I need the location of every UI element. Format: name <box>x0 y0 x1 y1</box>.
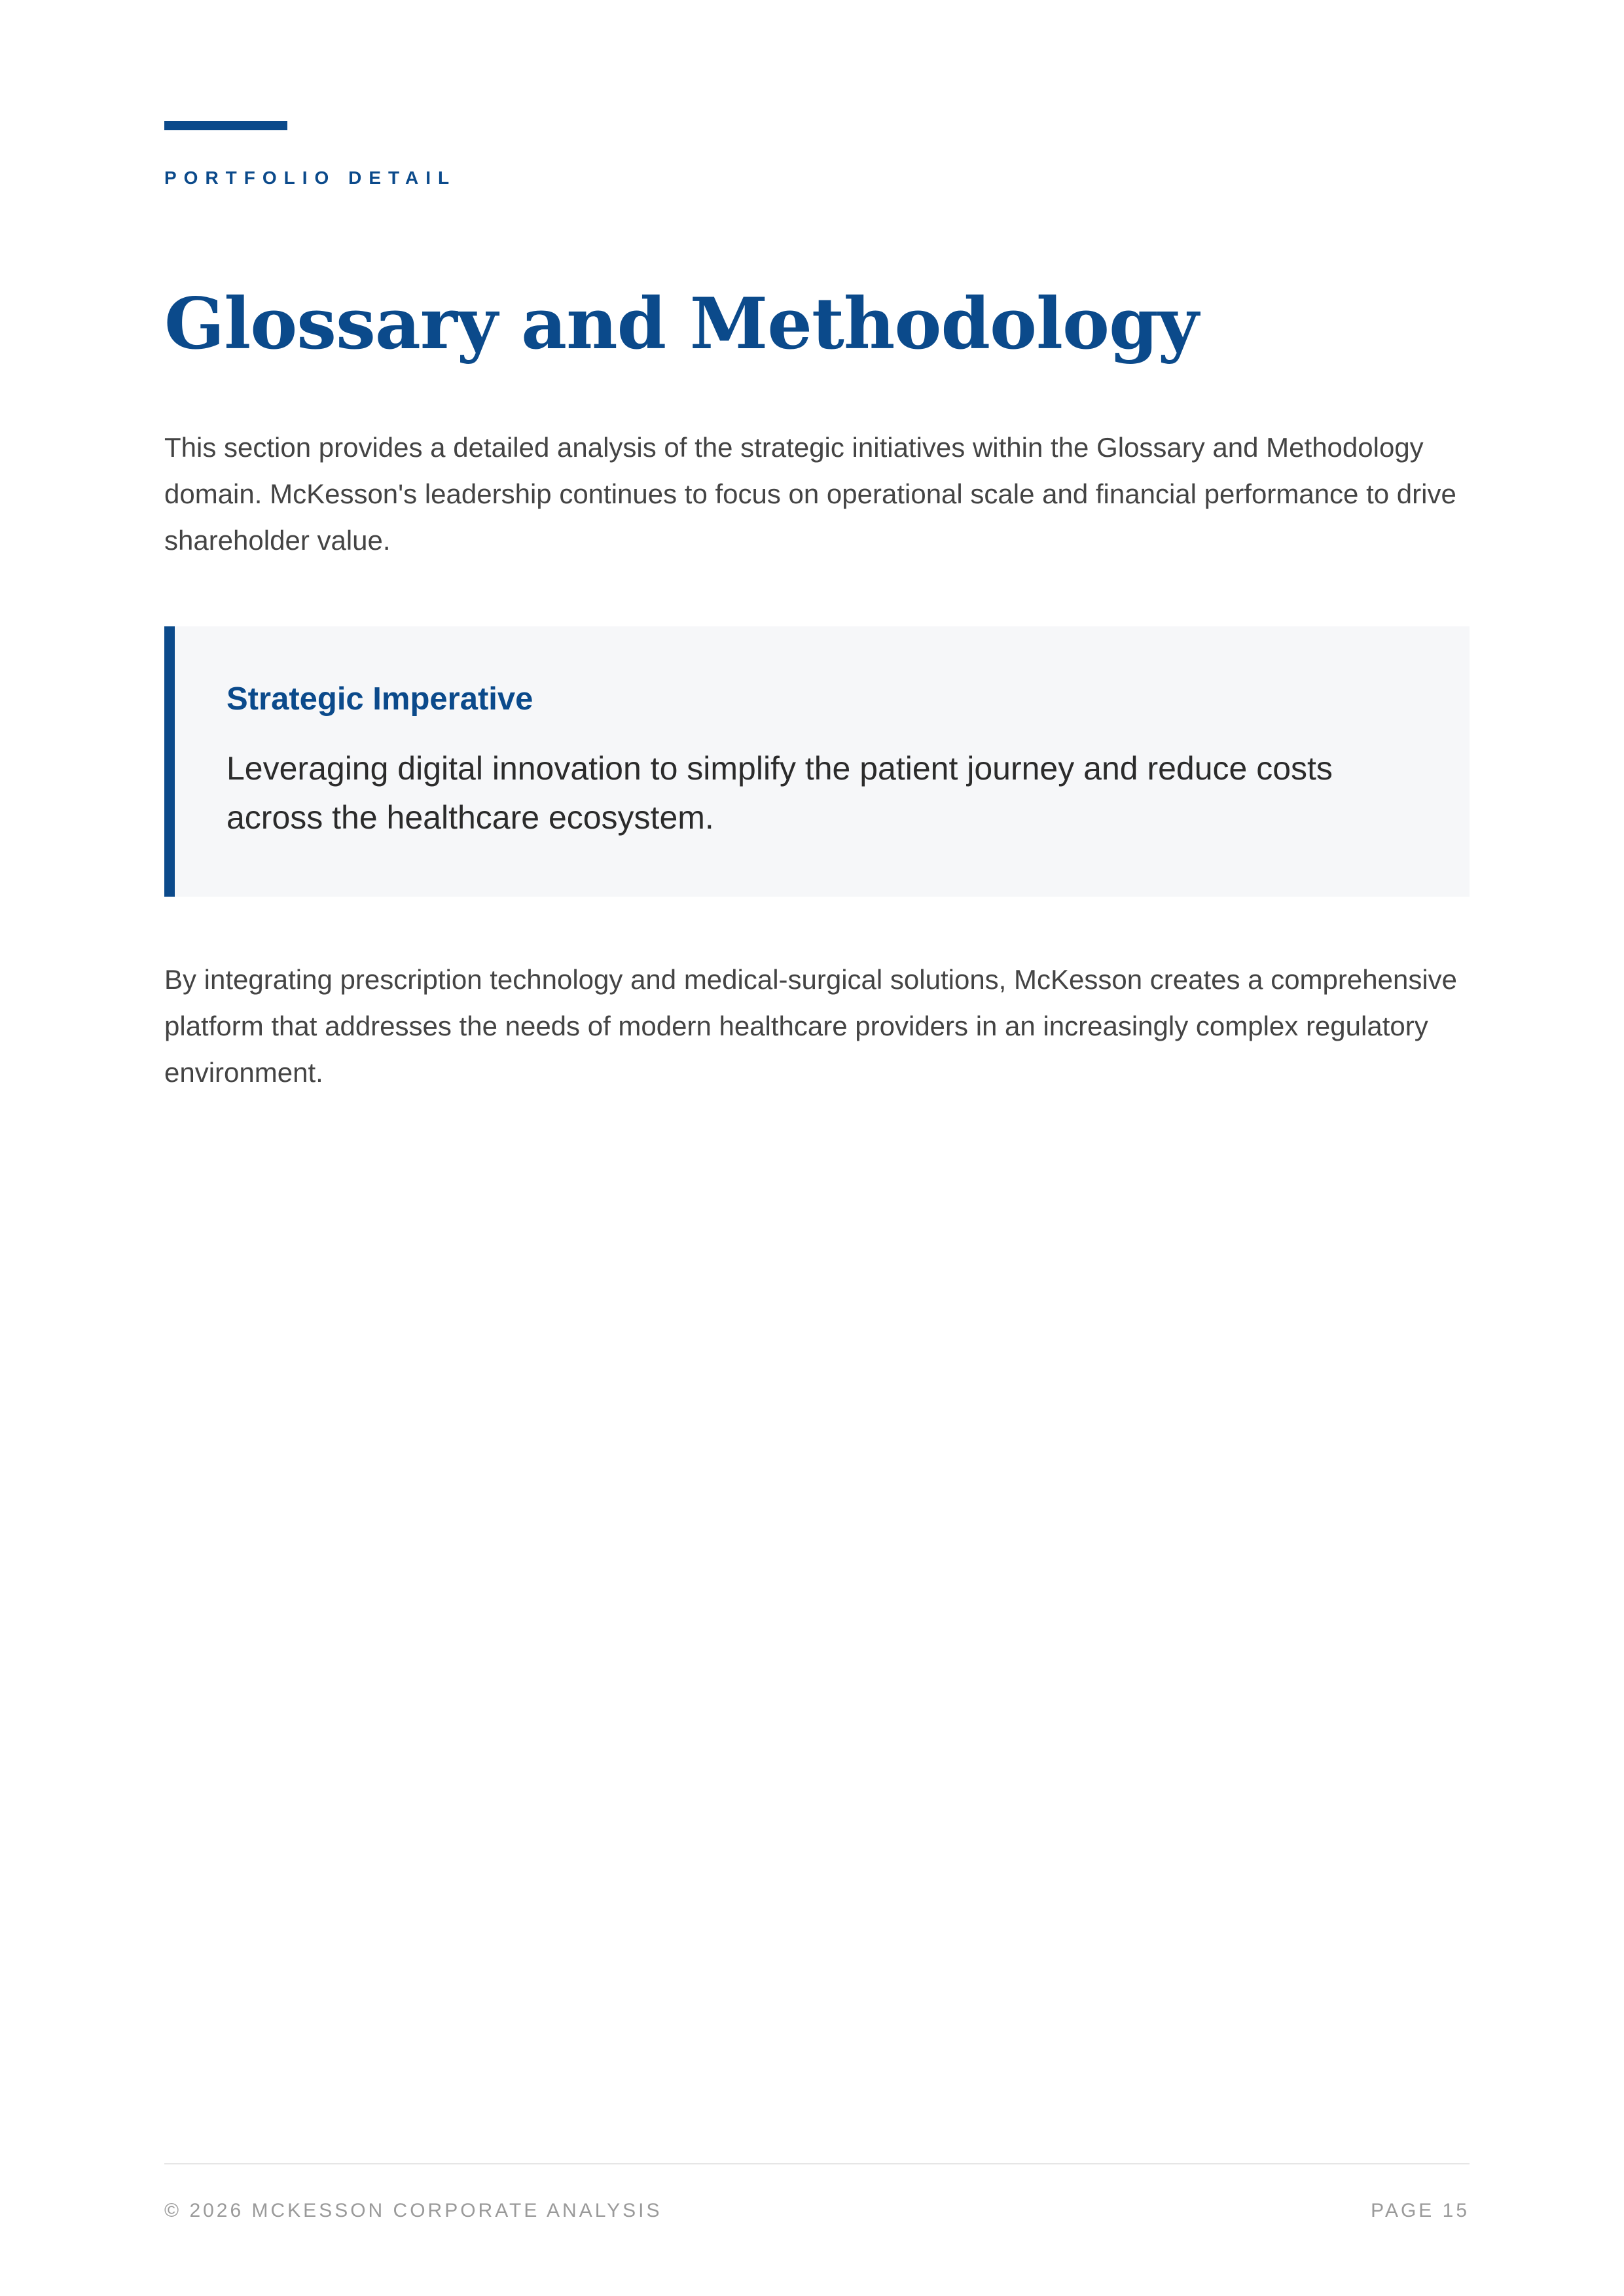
callout-title: Strategic Imperative <box>226 681 533 717</box>
closing-paragraph: By integrating prescription technology and medical-surgical solutions, McKesson creates a comprehensive platform that addresses the needs of modern healthcare providers in an increasingly complex regulatory environment. <box>164 964 1458 1088</box>
callout-border <box>164 626 175 897</box>
section-eyebrow: PORTFOLIO DETAIL <box>164 168 457 188</box>
callout-text: Leveraging digital innovation to simplify the patient journey and reduce costs across the healthcare ecosystem. <box>226 750 1333 836</box>
footer-page-number: PAGE 15 <box>1371 2200 1470 2221</box>
page-title: Glossary and Methodology <box>164 283 1199 365</box>
footer-divider <box>164 2163 1470 2164</box>
footer-copyright: © 2026 MCKESSON CORPORATE ANALYSIS <box>164 2200 662 2221</box>
accent-bar <box>164 121 287 130</box>
intro-paragraph: This section provides a detailed analysis of the strategic initiatives within the Glossary and Methodology domain. McKesson's leadership continues to focus on operational scale and financial performance to drive shareholder value. <box>164 432 1456 556</box>
strategic-imperative-callout <box>164 626 1470 897</box>
